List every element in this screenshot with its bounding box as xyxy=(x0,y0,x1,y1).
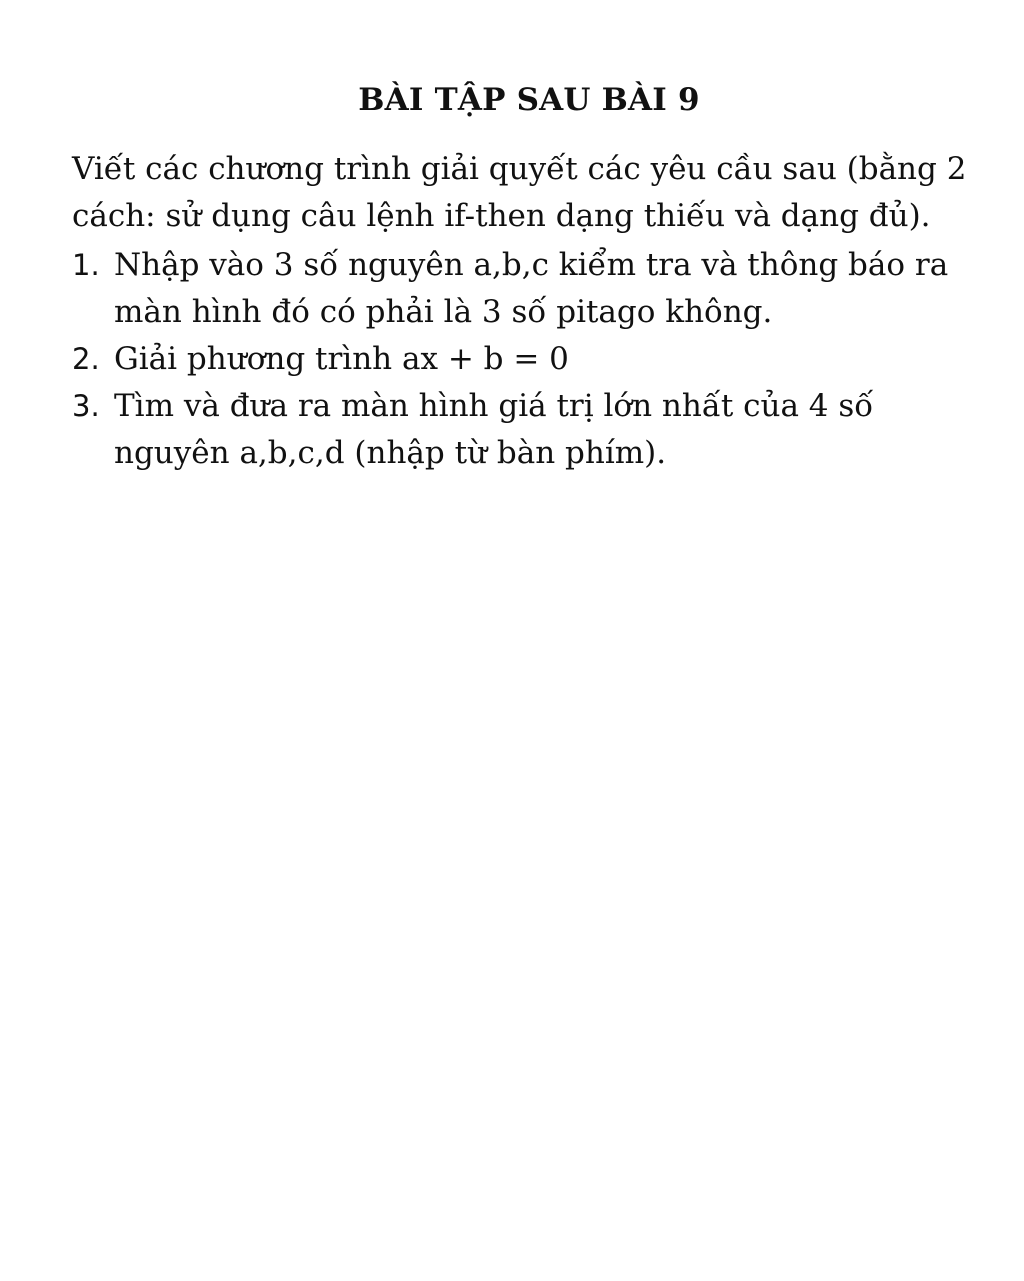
exercise-number: 1. xyxy=(72,248,100,282)
exercise-number: 3. xyxy=(72,389,100,423)
exercise-number: 2. xyxy=(72,342,100,376)
intro-paragraph: Viết các chương trình giải quyết các yêu cầu sau (bằng 2 cách: sử dụng câu lệnh if-then dạng thiếu và dạng đủ). xyxy=(72,151,967,234)
exercise-text: Tìm và đưa ra màn hình giá trị lớn nhất của 4 số nguyên a,b,c,d (nhập từ bàn phím). xyxy=(114,388,874,471)
exercise-list xyxy=(72,242,986,477)
exercise-item-3 xyxy=(72,383,986,477)
exercise-item-1 xyxy=(72,242,986,336)
exercise-text: Giải phương trình ax + b = 0 xyxy=(114,341,569,377)
document-title: BÀI TẬP SAU BÀI 9 xyxy=(358,82,700,118)
exercise-item-2 xyxy=(72,336,986,383)
exercise-text: Nhập vào 3 số nguyên a,b,c kiểm tra và thông báo ra màn hình đó có phải là 3 số pitago không. xyxy=(114,247,949,330)
